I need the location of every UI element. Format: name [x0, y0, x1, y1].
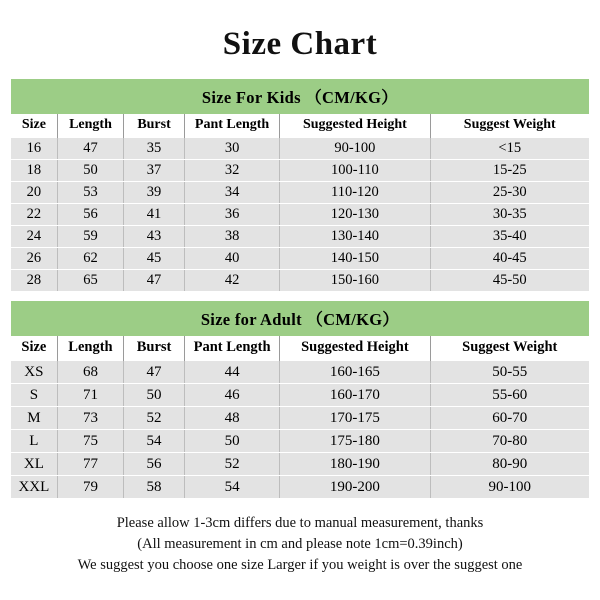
cell-suggested-height: 90-100 — [280, 138, 430, 160]
cell-size: 20 — [11, 182, 57, 204]
table-row — [11, 407, 589, 430]
cell-suggested-height: 170-175 — [280, 407, 430, 430]
cell-pant-length: 30 — [184, 138, 279, 160]
table-row — [11, 226, 589, 248]
cell-suggest-weight: 90-100 — [430, 476, 589, 499]
cell-suggest-weight: 50-55 — [430, 361, 589, 384]
table-row — [11, 430, 589, 453]
cell-size: XL — [11, 453, 57, 476]
cell-burst: 35 — [124, 138, 185, 160]
table-row — [11, 204, 589, 226]
cell-burst: 56 — [124, 453, 185, 476]
cell-burst: 47 — [124, 361, 185, 384]
cell-suggest-weight: 35-40 — [430, 226, 589, 248]
cell-length: 71 — [57, 384, 123, 407]
adult-col-suggest-weight: Suggest Weight — [430, 336, 589, 361]
cell-burst: 47 — [124, 270, 185, 292]
cell-suggest-weight: 80-90 — [430, 453, 589, 476]
cell-suggest-weight: 60-70 — [430, 407, 589, 430]
kids-column-header-row — [11, 114, 589, 138]
adult-col-pant-length: Pant Length — [184, 336, 279, 361]
table-row — [11, 248, 589, 270]
cell-suggested-height: 190-200 — [280, 476, 430, 499]
kids-size-table — [11, 79, 589, 292]
kids-section-title: Size For Kids （CM/KG） — [11, 79, 589, 114]
cell-size: XXL — [11, 476, 57, 499]
measurement-notes — [11, 513, 589, 576]
note-line-2: (All measurement in cm and please note 1cm=0.39inch) — [137, 536, 463, 552]
cell-suggested-height: 110-120 — [280, 182, 430, 204]
cell-pant-length: 50 — [184, 430, 279, 453]
cell-length: 77 — [57, 453, 123, 476]
adult-section-header-row — [11, 301, 589, 336]
cell-suggested-height: 160-165 — [280, 361, 430, 384]
kids-col-length: Length — [57, 114, 123, 138]
cell-length: 59 — [57, 226, 123, 248]
cell-size: 24 — [11, 226, 57, 248]
table-row — [11, 384, 589, 407]
cell-suggest-weight: 30-35 — [430, 204, 589, 226]
kids-col-size: Size — [11, 114, 57, 138]
cell-suggest-weight: 15-25 — [430, 160, 589, 182]
cell-burst: 39 — [124, 182, 185, 204]
cell-pant-length: 36 — [184, 204, 279, 226]
cell-size: 16 — [11, 138, 57, 160]
adult-col-burst: Burst — [124, 336, 185, 361]
cell-suggested-height: 130-140 — [280, 226, 430, 248]
cell-pant-length: 32 — [184, 160, 279, 182]
cell-burst: 41 — [124, 204, 185, 226]
kids-col-suggested-height: Suggested Height — [280, 114, 430, 138]
adult-col-suggested-height: Suggested Height — [280, 336, 430, 361]
table-row — [11, 476, 589, 499]
cell-burst: 58 — [124, 476, 185, 499]
cell-suggest-weight: 40-45 — [430, 248, 589, 270]
cell-size: M — [11, 407, 57, 430]
cell-pant-length: 40 — [184, 248, 279, 270]
cell-suggested-height: 140-150 — [280, 248, 430, 270]
cell-pant-length: 52 — [184, 453, 279, 476]
cell-suggested-height: 120-130 — [280, 204, 430, 226]
cell-pant-length: 48 — [184, 407, 279, 430]
page-title: Size Chart — [222, 26, 378, 62]
adult-col-length: Length — [57, 336, 123, 361]
note-line-1: Please allow 1-3cm differs due to manual measurement, thanks — [116, 515, 484, 531]
cell-length: 50 — [57, 160, 123, 182]
kids-section-header-row — [11, 79, 589, 114]
cell-length: 56 — [57, 204, 123, 226]
cell-length: 73 — [57, 407, 123, 430]
cell-suggest-weight: 70-80 — [430, 430, 589, 453]
kids-col-burst: Burst — [124, 114, 185, 138]
cell-length: 79 — [57, 476, 123, 499]
cell-suggested-height: 175-180 — [280, 430, 430, 453]
cell-burst: 52 — [124, 407, 185, 430]
cell-suggest-weight: 55-60 — [430, 384, 589, 407]
cell-burst: 37 — [124, 160, 185, 182]
adult-size-table — [11, 301, 589, 499]
cell-length: 62 — [57, 248, 123, 270]
adult-column-header-row — [11, 336, 589, 361]
kids-col-pant-length: Pant Length — [184, 114, 279, 138]
cell-burst: 54 — [124, 430, 185, 453]
cell-pant-length: 46 — [184, 384, 279, 407]
table-row — [11, 453, 589, 476]
cell-size: 18 — [11, 160, 57, 182]
cell-pant-length: 34 — [184, 182, 279, 204]
cell-suggested-height: 160-170 — [280, 384, 430, 407]
cell-burst: 45 — [124, 248, 185, 270]
cell-suggested-height: 150-160 — [280, 270, 430, 292]
cell-pant-length: 38 — [184, 226, 279, 248]
cell-suggest-weight: <15 — [430, 138, 589, 160]
cell-suggest-weight: 45-50 — [430, 270, 589, 292]
note-line-3: We suggest you choose one size Larger if you weight is over the suggest one — [77, 557, 523, 573]
cell-pant-length: 54 — [184, 476, 279, 499]
cell-size: S — [11, 384, 57, 407]
adult-col-size: Size — [11, 336, 57, 361]
table-row — [11, 182, 589, 204]
cell-burst: 50 — [124, 384, 185, 407]
cell-size: XS — [11, 361, 57, 384]
cell-burst: 43 — [124, 226, 185, 248]
cell-pant-length: 42 — [184, 270, 279, 292]
cell-pant-length: 44 — [184, 361, 279, 384]
adult-section-title: Size for Adult （CM/KG） — [11, 301, 589, 336]
cell-size: L — [11, 430, 57, 453]
kids-col-suggest-weight: Suggest Weight — [430, 114, 589, 138]
table-row — [11, 270, 589, 292]
table-row — [11, 138, 589, 160]
table-row — [11, 160, 589, 182]
cell-length: 65 — [57, 270, 123, 292]
cell-length: 68 — [57, 361, 123, 384]
table-row — [11, 361, 589, 384]
cell-length: 75 — [57, 430, 123, 453]
cell-length: 53 — [57, 182, 123, 204]
cell-size: 22 — [11, 204, 57, 226]
cell-size: 28 — [11, 270, 57, 292]
cell-suggested-height: 180-190 — [280, 453, 430, 476]
cell-suggested-height: 100-110 — [280, 160, 430, 182]
cell-length: 47 — [57, 138, 123, 160]
cell-suggest-weight: 25-30 — [430, 182, 589, 204]
cell-size: 26 — [11, 248, 57, 270]
